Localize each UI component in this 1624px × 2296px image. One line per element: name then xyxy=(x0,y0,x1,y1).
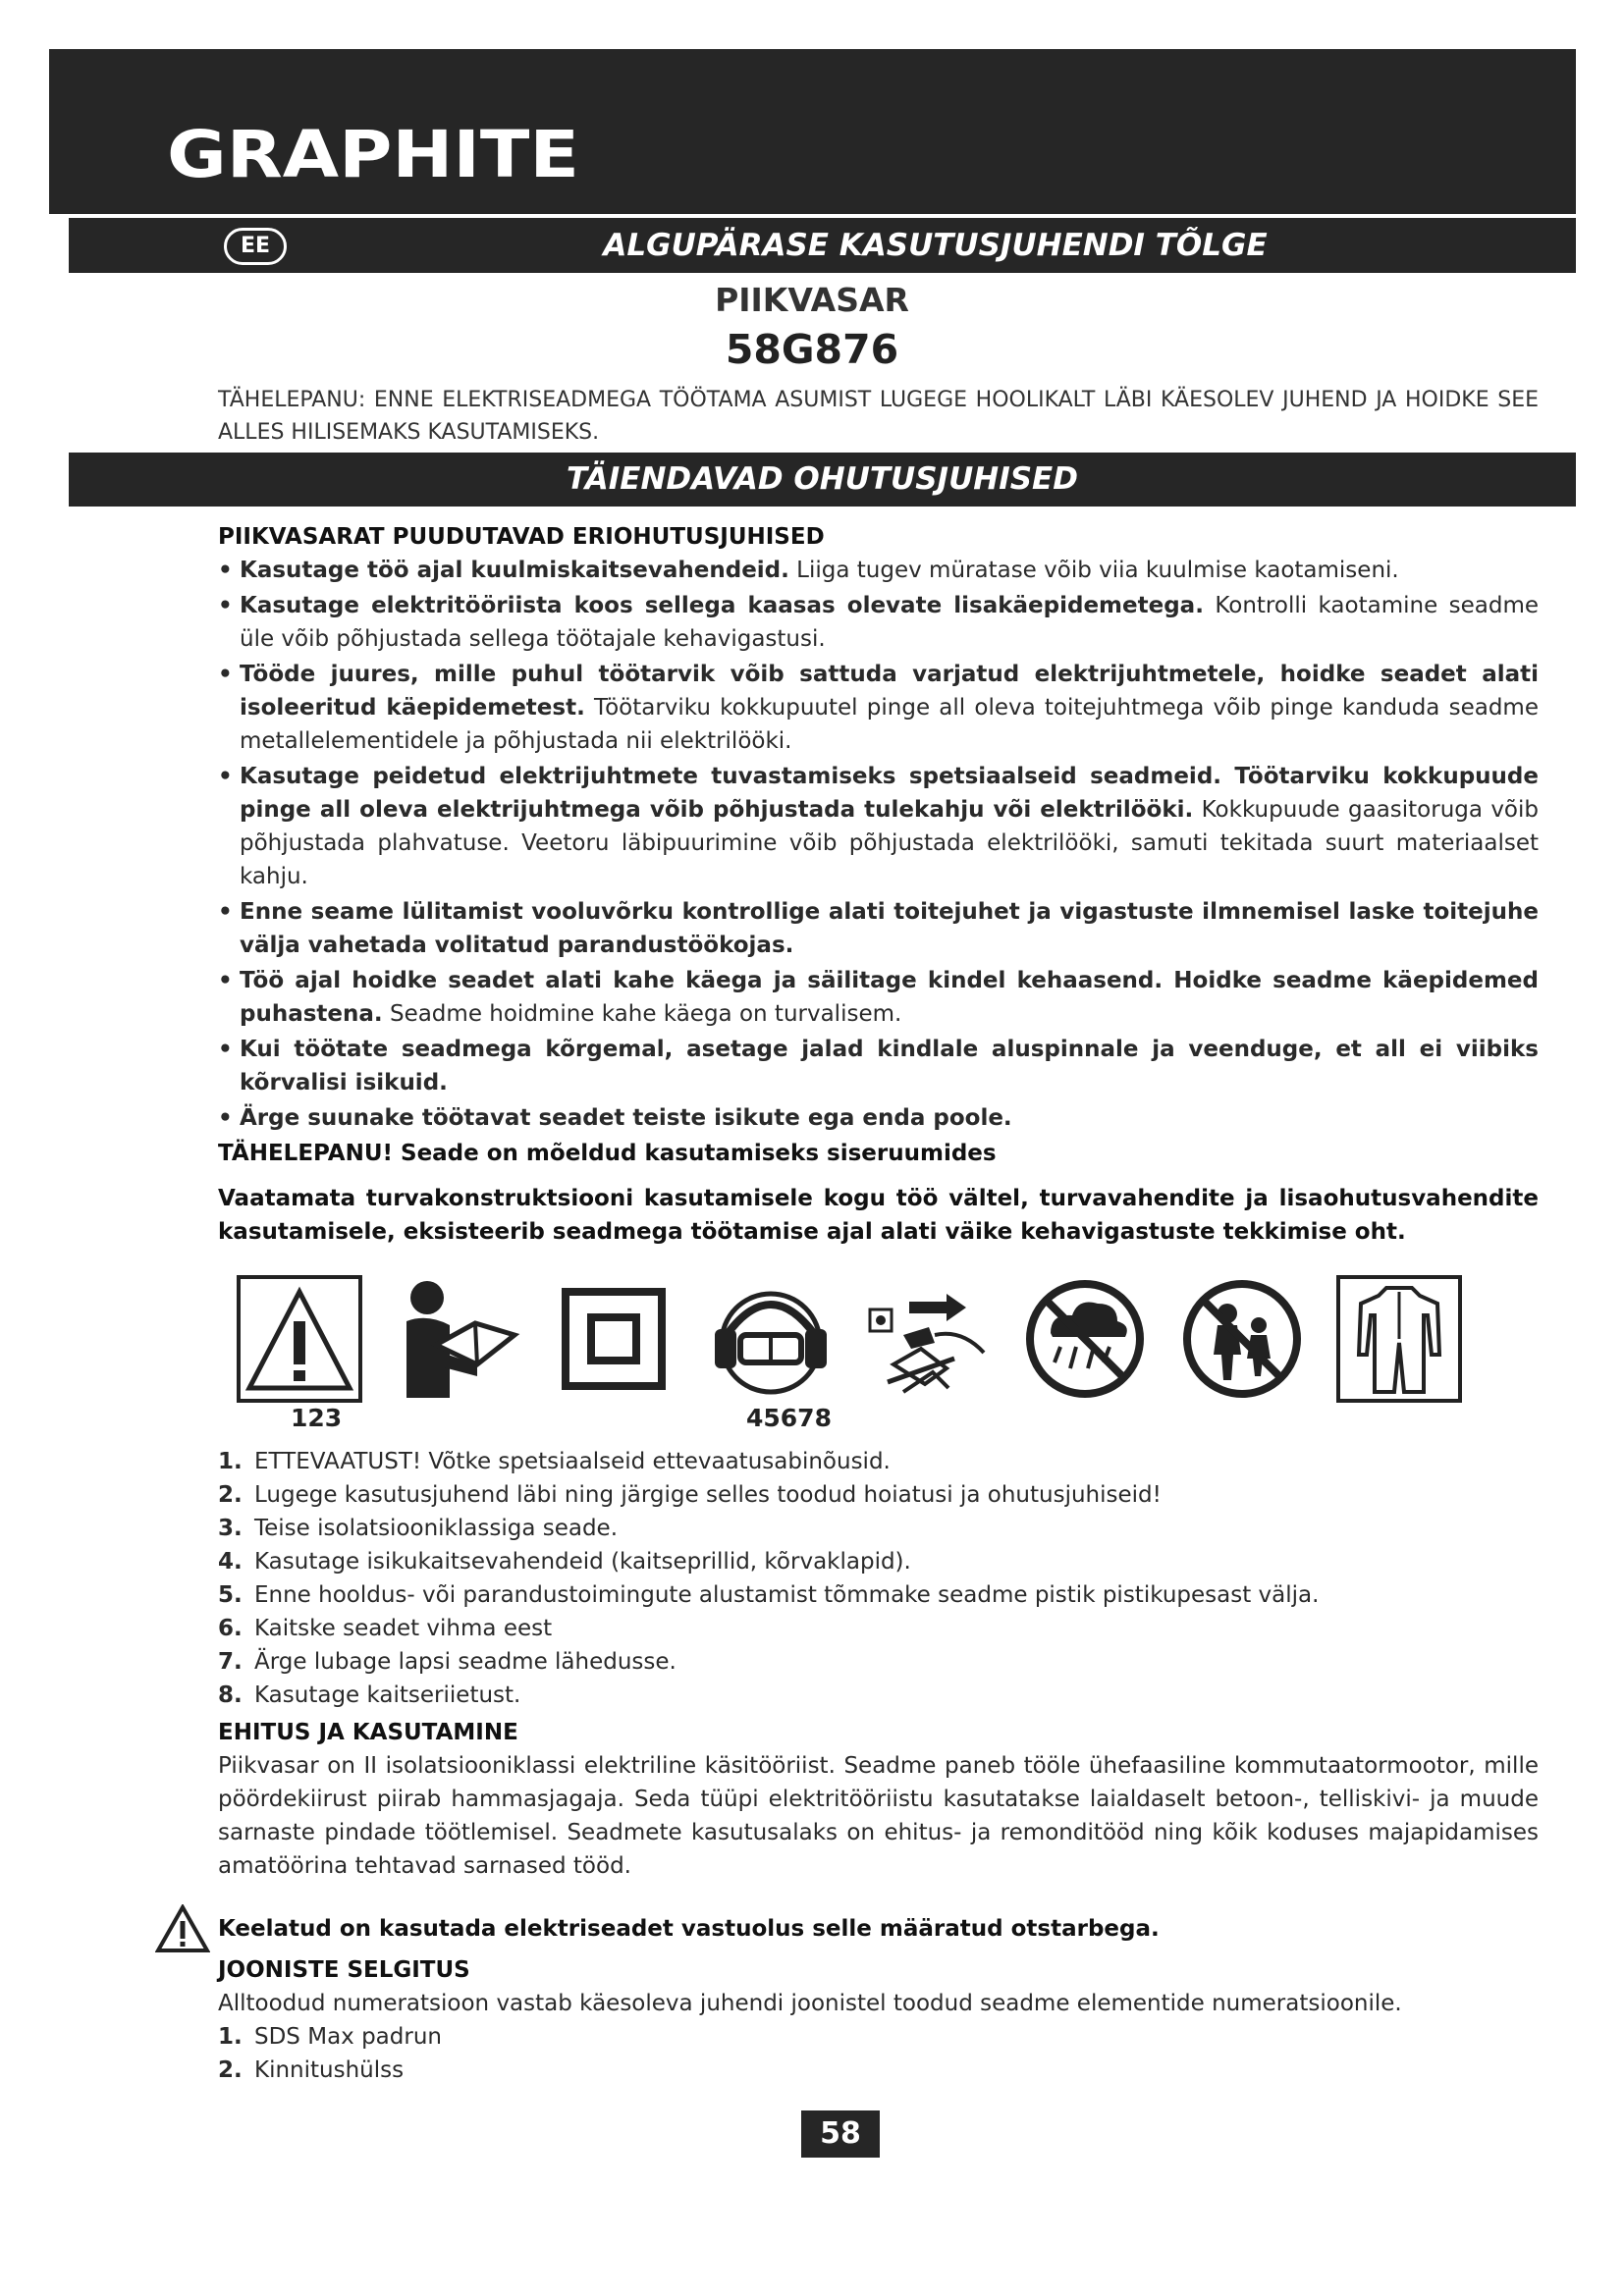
safety-item: • Töö ajal hoidke seadet alati kahe käega ja säilitage kindel kehaasend. Hoidke seadme käepidemed puhastena. Seadme hoidmine kahe käega on turvalisem. xyxy=(218,964,1539,1031)
read-manual-notice: TÄHELEPANU: ENNE ELEKTRISEADMEGA TÖÖTAMA ASUMIST LUGEGE HOOLIKALT LÄBI KÄESOLEV JUHEND JA HOIDKE SEE ALLES HILISEMAKS KASUTAMISEKS. xyxy=(218,388,1539,445)
pictogram-group-label: 123 xyxy=(291,1404,343,1432)
ear-eye-protection-icon xyxy=(707,1274,835,1404)
safety-item: • Enne seame lülitamist vooluvõrku kontrollige alati toitejuhet ja vigastuste ilmnemisel laske toitejuhe välja vahetada volitatud parandustöökojas. xyxy=(218,895,1539,962)
pictogram-row xyxy=(236,1274,1463,1404)
double-insulation-icon xyxy=(550,1274,677,1404)
construction-heading: EHITUS JA KASUTAMINE xyxy=(218,1720,518,1745)
forbidden-use-warning: Keelatud on kasutada elektriseadet vastuolus selle määratud otstarbega. xyxy=(218,1916,1160,1942)
no-children-icon xyxy=(1178,1274,1306,1404)
safety-item: • Kui töötate seadmega kõrgemal, asetage jalad kindlale aluspinnale ja veenduge, et all ei viibiks kõrvalisi isikuid. xyxy=(218,1033,1539,1099)
construction-section xyxy=(218,1716,1539,1883)
safety-item: • Kasutage peidetud elektrijuhtmete tuvastamiseks spetsiaalseid seadmeid. Töötarviku kokkupuude pinge all oleva elektrijuhtmega võib põhjustada tulekahju või elektrilööki. Kokkupuude gaasitoruga võib põhjustada plahvatuse. Veetoru läbipuurimine võib põhjustada elektrilööki, samuti tekitada suurt materiaalset kahju. xyxy=(218,760,1539,893)
symbol-explanations xyxy=(218,1445,1539,1712)
legend-section xyxy=(218,1953,1539,2087)
graphite-logo xyxy=(167,122,599,183)
section-title: TÄIENDAVAD OHUTUSJUHISED xyxy=(567,461,1078,497)
list-item: 7. Ärge lubage lapsi seadme lähedusse. xyxy=(218,1649,677,1675)
translation-title: ALGUPÄRASE KASUTUSJUHENDI TÕLGE xyxy=(603,228,1268,263)
list-item: 8. Kasutage kaitseriietust. xyxy=(218,1682,521,1708)
pictogram-group-label: 45678 xyxy=(746,1404,832,1432)
list-item: 4. Kasutage isikukaitsevahendeid (kaitseprillid, kõrvaklapid). xyxy=(218,1549,911,1575)
language-badge: EE xyxy=(224,228,287,265)
safety-list xyxy=(218,554,1539,1135)
list-item: 2. Kinnitushülss xyxy=(218,2057,405,2083)
warning-triangle-icon xyxy=(155,1904,210,1953)
construction-text: Piikvasar on II isolatsiooniklassi elektriline käsitööriist. Seadme paneb tööle ühefaasiline kommutaatormootor, mille pöördekiirust piirab hammasjagaja. Seda tüüpi elektritööriistu kasutatakse laialdaselt betoon-, telliskivi- ja muude sarnaste pindade töötlemisel. Seadmete kasutusalaks on ehitus- ja remonditööd ning kõik koduses majapidamises amatöörina tehtavad sarnased tööd. xyxy=(218,1753,1539,1879)
product-model: 58G876 xyxy=(725,326,899,373)
read-manual-icon xyxy=(393,1274,520,1404)
safety-section xyxy=(218,520,1539,1249)
safety-item: • Kasutage elektritööriista koos sellega kaasas olevate lisakäepidemetega. Kontrolli kaotamine seadme üle võib põhjustada sellega töötajale kehavigastusi. xyxy=(218,589,1539,656)
residual-risk-warning: Vaatamata turvakonstruktsiooni kasutamisele kogu töö vältel, turvavahendite ja lisaohutusvahendite kasutamisele, eksisteerib seadmega töötamise ajal alati väike kehavigastuste tekkimise oht. xyxy=(218,1186,1539,1245)
safety-item: • Kasutage töö ajal kuulmiskaitsevahendeid. Liiga tugev müratase võib viia kuulmise kaotamiseni. xyxy=(218,554,1539,587)
svg-text:GRAPHITE: GRAPHITE xyxy=(167,122,579,183)
list-item: 1. ETTEVAATUST! Võtke spetsiaalseid ettevaatusabinõusid. xyxy=(218,1449,891,1474)
no-rain-icon xyxy=(1021,1274,1149,1404)
indoor-use-note: TÄHELEPANU! Seade on mõeldud kasutamiseks siseruumides xyxy=(218,1141,997,1166)
safety-item: • Ärge suunake töötavat seadet teiste isikute ega enda poole. xyxy=(218,1101,1539,1135)
list-item: 6. Kaitske seadet vihma eest xyxy=(218,1616,553,1641)
list-item: 1. SDS Max padrun xyxy=(218,2024,442,2050)
list-item: 5. Enne hooldus- või parandustoimingute alustamist tõmmake seadme pistik pistikupesast välja. xyxy=(218,1582,1320,1608)
list-item: 3. Teise isolatsiooniklassiga seade. xyxy=(218,1516,619,1541)
unplug-icon xyxy=(864,1274,992,1404)
warning-triangle-icon xyxy=(236,1274,363,1404)
legend-heading: JOONISTE SELGITUS xyxy=(218,1957,470,1983)
product-name: PIIKVASAR xyxy=(715,281,909,319)
list-item: 2. Lugege kasutusjuhend läbi ning järgige selles toodud hoiatusi ja ohutusjuhiseid! xyxy=(218,1482,1162,1508)
safety-heading: PIIKVASARAT PUUDUTAVAD ERIOHUTUSJUHISED xyxy=(218,524,825,550)
safety-item: • Tööde juures, mille puhul töötarvik võib sattuda varjatud elektrijuhtmetele, hoidke seadet alati isoleeritud käepidemetest. Töötarviku kokkupuutel pinge all oleva toitejuhtmega võib pinge kanduda seadme metallelementidele ja põhjustada nii elektrilööki. xyxy=(218,658,1539,758)
page-number: 58 xyxy=(801,2110,880,2158)
protective-clothing-icon xyxy=(1335,1274,1463,1404)
legend-intro: Alltoodud numeratsioon vastab käesoleva juhendi joonistel toodud seadme elementide numeratsioonile. xyxy=(218,1991,1402,2016)
